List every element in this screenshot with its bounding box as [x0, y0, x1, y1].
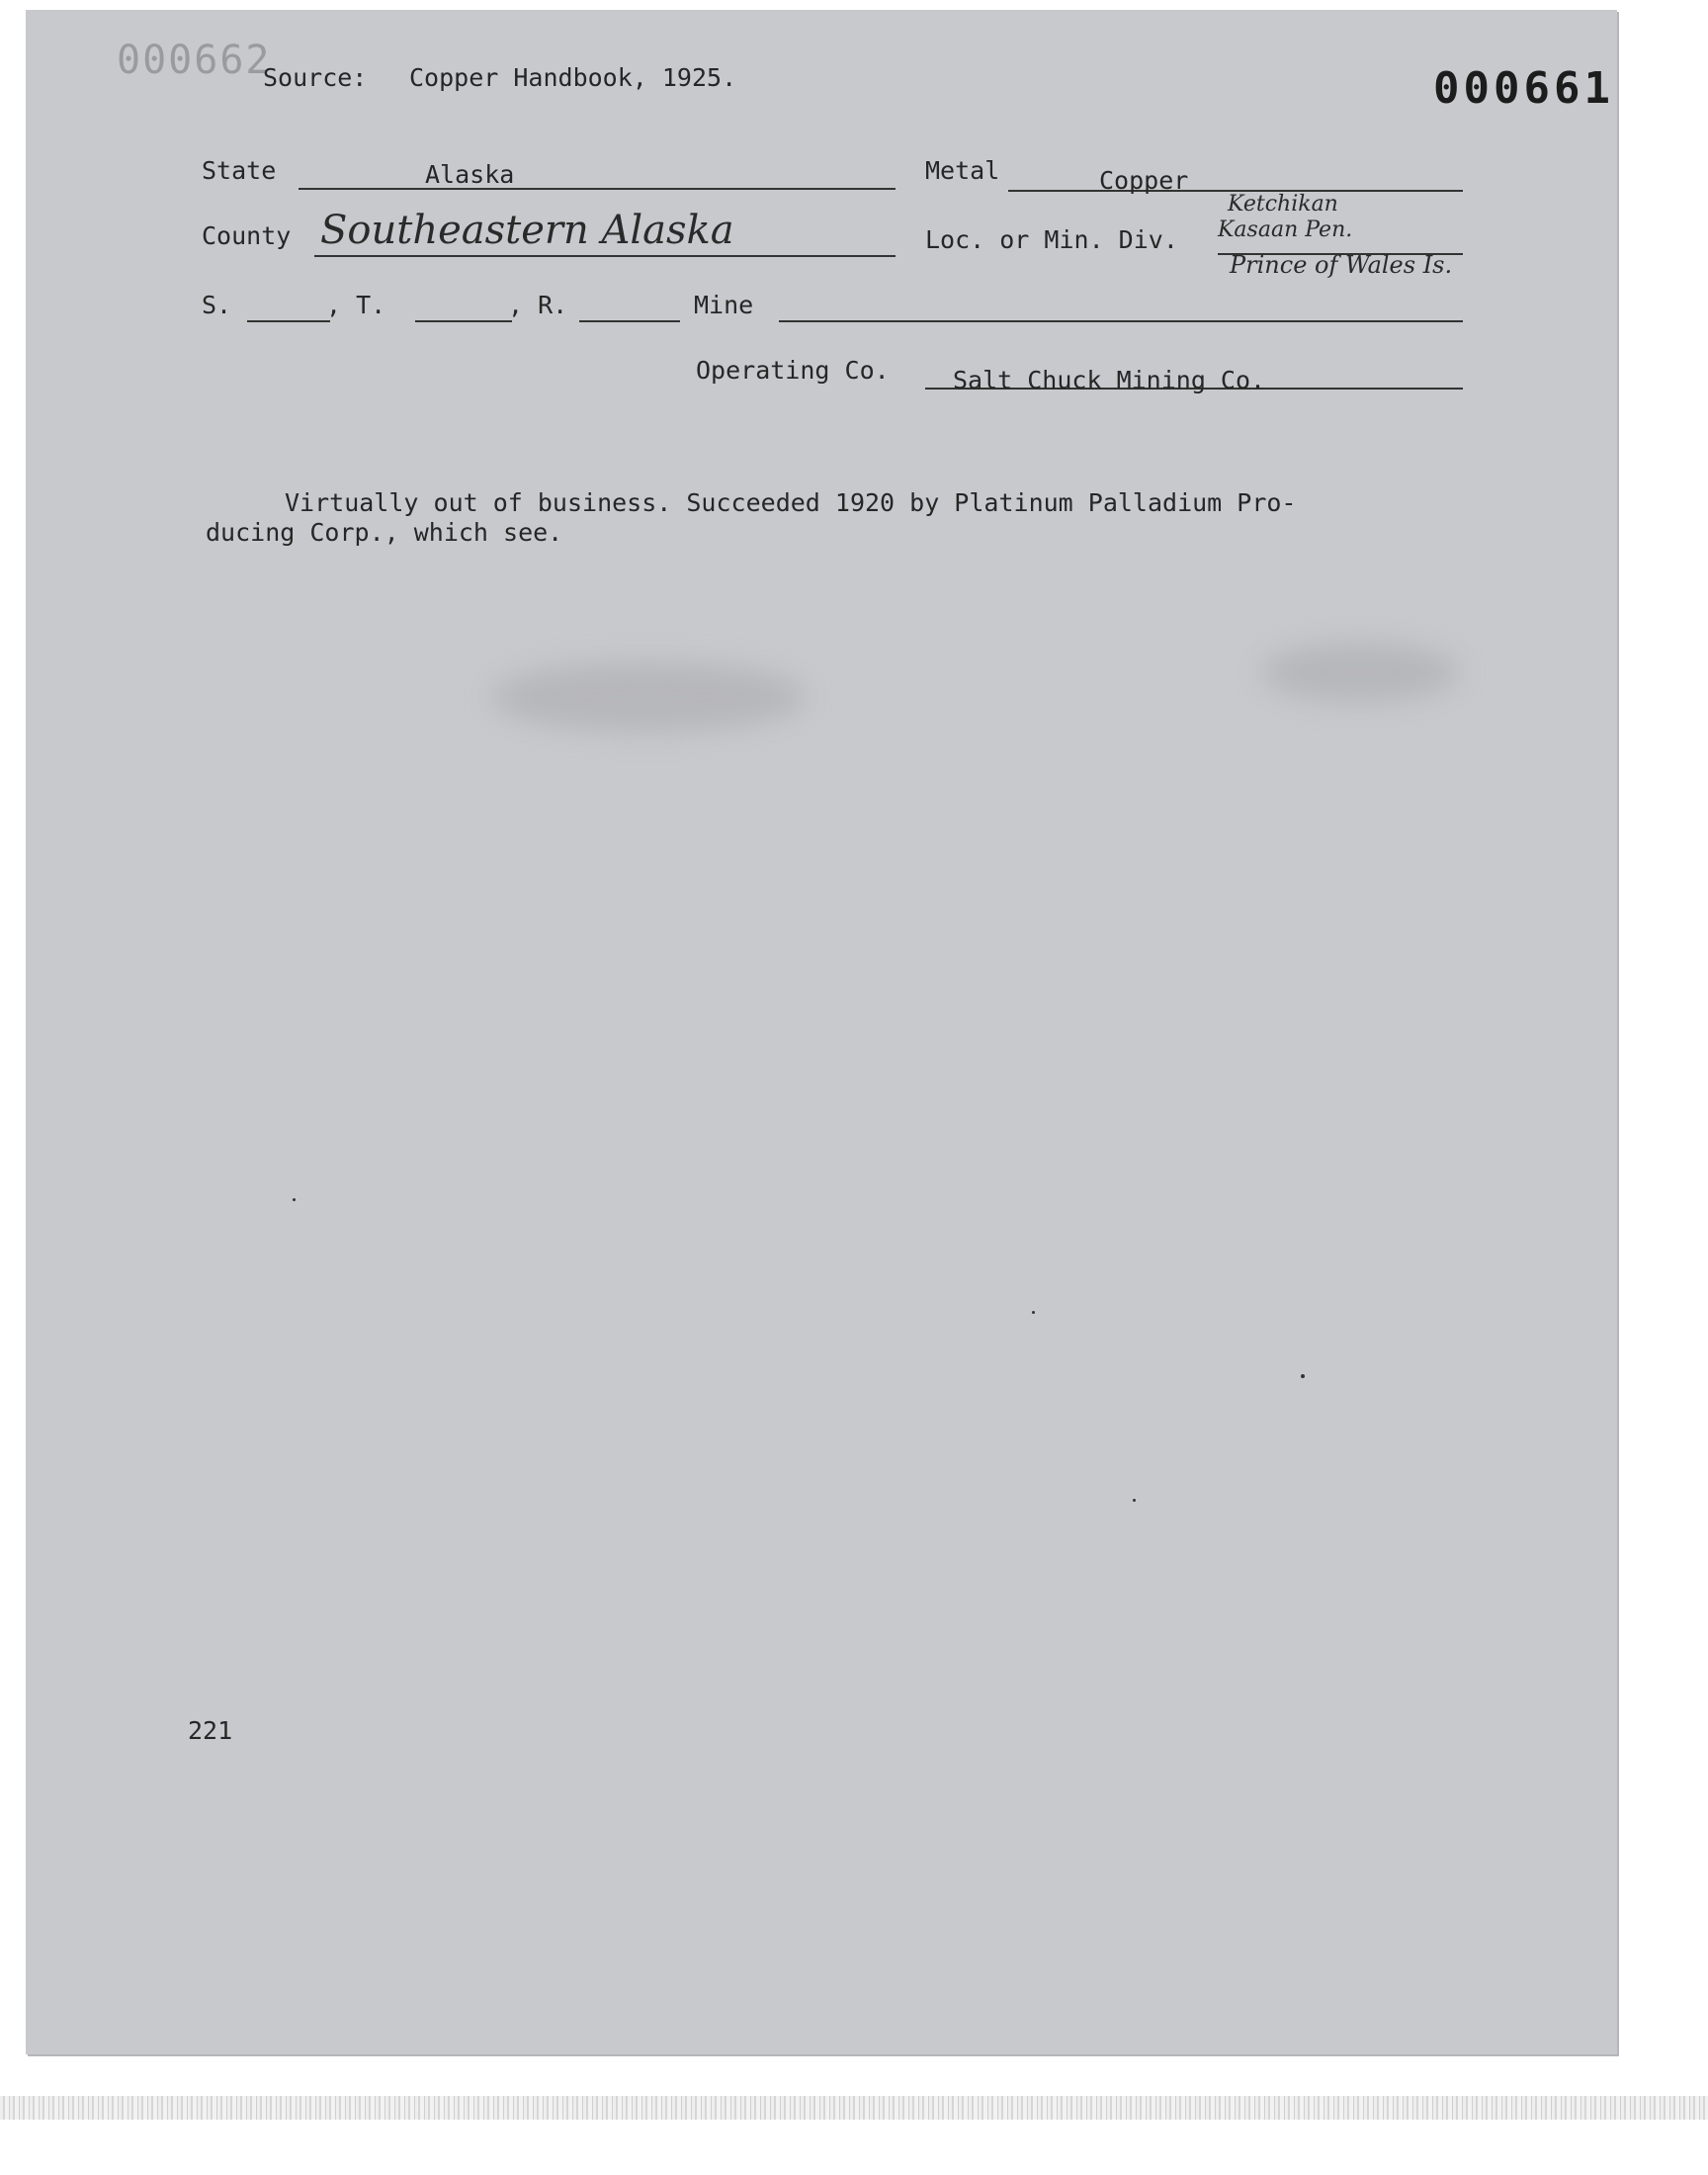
- body-text-line-2: ducing Corp., which see.: [206, 518, 563, 547]
- loc-label: Loc. or Min. Div.: [925, 225, 1178, 254]
- smudge: [490, 662, 807, 732]
- mine-line: [779, 320, 1463, 322]
- section-line: [247, 320, 330, 322]
- source-value: Copper Handbook, 1925.: [409, 63, 737, 92]
- faint-record-number: 000662: [117, 38, 272, 83]
- speck: [1133, 1499, 1136, 1502]
- range-line: [579, 320, 680, 322]
- township-label: , T.: [326, 291, 386, 319]
- range-label: , R.: [508, 291, 568, 319]
- index-card: [26, 10, 1617, 2054]
- metal-label: Metal: [925, 156, 1000, 185]
- record-number: 000661: [1433, 63, 1614, 114]
- metal-value: Copper: [1099, 166, 1189, 195]
- state-value: Alaska: [425, 160, 515, 189]
- body-text-line-1: Virtually out of business. Succeeded 1920 by Platinum Palladium Pro-: [285, 488, 1297, 517]
- smudge: [1261, 643, 1459, 702]
- township-line: [415, 320, 512, 322]
- section-label: S.: [202, 291, 232, 319]
- speck: [1301, 1374, 1305, 1378]
- operating-co-label: Operating Co.: [696, 356, 890, 385]
- speck: [1032, 1311, 1035, 1314]
- scan-edge-strip: [0, 2096, 1708, 2120]
- county-value-handwritten: Southeastern Alaska: [320, 208, 734, 253]
- page-number: 221: [188, 1716, 233, 1745]
- operating-co-value: Salt Chuck Mining Co.: [953, 366, 1266, 394]
- loc-value-line2: Kasaan Pen.: [1218, 218, 1353, 242]
- state-line: [299, 188, 896, 190]
- county-label: County: [202, 221, 292, 250]
- source-label: Source:: [263, 63, 368, 92]
- county-line: [314, 255, 896, 257]
- speck: [293, 1198, 296, 1201]
- loc-value-line3: Prince of Wales Is.: [1230, 251, 1453, 279]
- loc-value-line1: Ketchikan: [1228, 192, 1338, 217]
- state-label: State: [202, 156, 277, 185]
- mine-label: Mine: [694, 291, 754, 319]
